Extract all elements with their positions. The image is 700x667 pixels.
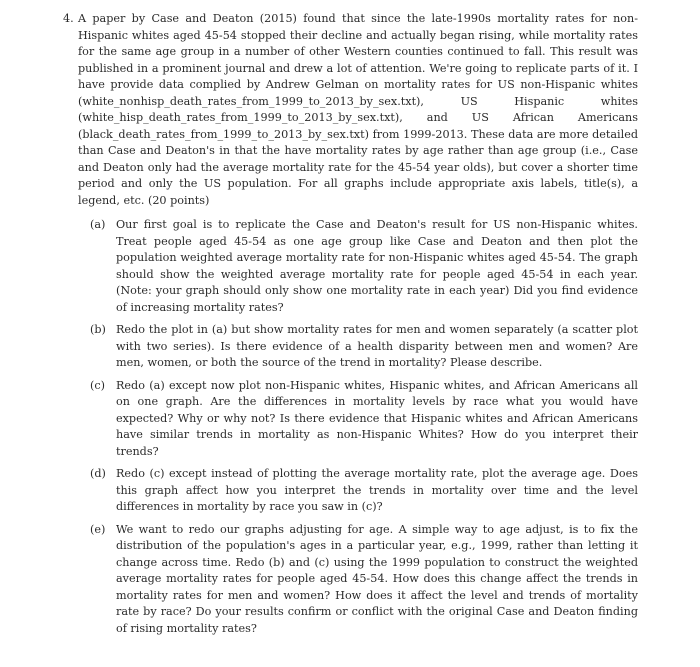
sub-question-label: (e): [90, 522, 106, 536]
problem-intro: A paper by Case and Deaton (2015) found that since the late-1990s mortality rates for non-Hispanic whites aged 45-54 stopped their decline and actually began rising, while mortality rates for the same age group in a number of other Western counties continued to fall. This result was published in a prominent journal and drew a lot of attention. We're going to replicate parts of it. I have provide data complied by Andrew Gelman on mortality rates for US non-Hispanic whites (white_nonhisp_death_rates_from_1999_to_2013_by_sex.txt), US Hispanic whites (white_hisp_death_rates_from_1999_to_2013_by_sex.txt), and US African Americans (black_death_rates_from_1999_to_2013_by_sex.txt) from 1999-2013. These data are more detailed than Case and Deaton's in that the have mortality rates by age rather than age group (i.e., Case and Deaton only had the average mortality rate for the 45-54 year olds), but cover a shorter time period and only the US population. For all graphs include appropriate axis labels, title(s), a legend, etc. (20 points): [78, 12, 638, 207]
problem-number: 4.: [63, 12, 74, 25]
sub-question-label: (d): [90, 467, 106, 480]
sub-question-text: We want to redo our graphs adjusting for age. A simple way to age adjust, is to fix the distribution of the population's ages in a particular year, e.g., 1999, rather than letting it change across time. Redo (b) and (c) using the 1999 population to construct the weighted average mortality rates for people aged 45-54. How does this change affect the trends in mortality rates for men and women? How does it affect the level and trends of mortality rate by race? Do your results confirm or conflict with the original Case and Deaton finding of rising mortality rates?: [116, 522, 638, 635]
sub-question-text: Redo the plot in (a) but show mortality rates for men and women separately (a scatter plot with two series). Is there evidence of a health disparity between men and women? Are men, women, or both the source of the trend in mortality? Please describe.: [116, 323, 638, 369]
sub-question-text: Redo (c) except instead of plotting the average mortality rate, plot the average age. Does this graph affect how you interpret the trends in mortality over time and the level differences in mortality by race you saw in (c)?: [116, 467, 638, 513]
sub-question-label: (a): [90, 218, 106, 231]
sub-question-label: (b): [90, 323, 106, 336]
sub-question-d: [78, 466, 638, 516]
sub-question-label: (c): [90, 378, 105, 392]
sub-question-text: Redo (a) except now plot non-Hispanic whites, Hispanic whites, and African Americans all on one graph. Are the differences in mortality levels by race what you would have expected? Why or why not? Is there evidence that Hispanic whites and African Americans have similar trends in mortality as non-Hispanic Whites? How do you interpret their trends?: [116, 378, 638, 458]
sub-question-e: [78, 522, 638, 638]
sub-question-list: [78, 217, 638, 637]
problem-4: [63, 11, 638, 643]
sub-question-b: [78, 322, 638, 372]
sub-question-a: [78, 217, 638, 316]
sub-question-text: Our first goal is to replicate the Case and Deaton's result for US non-Hispanic whites. Treat people aged 45-54 as one age group like Case and Deaton and then plot the population weighted average mortality rate for non-Hispanic whites aged 45-54. The graph should show the weighted average mortality rate for people aged 45-54 in each year. (Note: your graph should only show one mortality rate in each year) Did you find evidence of increasing mortality rates?: [116, 218, 638, 314]
sub-question-c: [78, 378, 638, 461]
